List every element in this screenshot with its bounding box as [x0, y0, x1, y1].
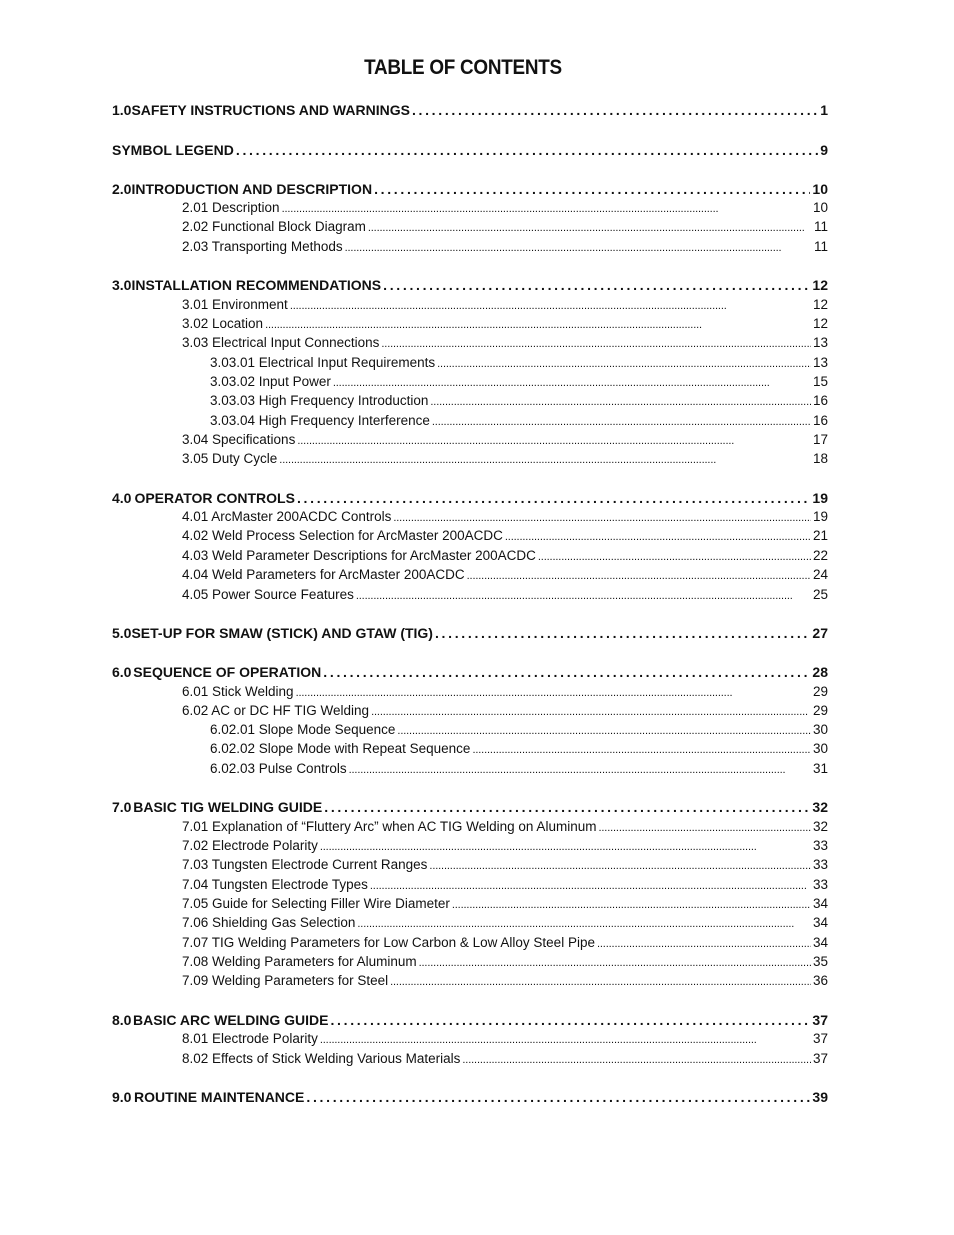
toc-section-entry[interactable] — [112, 490, 828, 509]
toc-entry-number: 6.0 — [112, 664, 132, 680]
toc-entry-label: SAFETY INSTRUCTIONS AND WARNINGS — [131, 102, 410, 118]
toc-entry-label: 3.03.02 Input Power — [210, 374, 331, 389]
dot-leader — [320, 1031, 811, 1046]
toc-entry-label: 6.02.03 Pulse Controls — [210, 761, 347, 776]
toc-page-number: 10 — [812, 200, 828, 215]
toc-page-number: 39 — [812, 1089, 828, 1105]
dot-leader — [357, 915, 811, 930]
toc-entry-number: 9.0 — [112, 1089, 132, 1105]
toc-page-number: 31 — [812, 761, 828, 776]
toc-subsection-entry[interactable] — [182, 935, 828, 954]
toc-page-number: 34 — [812, 935, 828, 950]
dot-leader — [320, 838, 811, 853]
toc-entry-label: 3.03.04 High Frequency Interference — [210, 413, 430, 428]
dot-leader — [452, 896, 811, 911]
toc-page-number: 33 — [812, 838, 828, 853]
toc-entry-label: 4.04 Weld Parameters for ArcMaster 200ACDC — [182, 567, 465, 582]
dot-leader — [374, 181, 810, 197]
toc-subsection-entry[interactable] — [182, 819, 828, 838]
dot-leader — [437, 355, 811, 370]
toc-entry-label: 3.01 Environment — [182, 297, 288, 312]
toc-subsection-entry[interactable] — [182, 684, 828, 703]
toc-subsection-entry[interactable] — [182, 239, 828, 258]
toc-page-number: 9 — [820, 142, 828, 158]
toc-subsection-entry[interactable] — [182, 587, 828, 606]
dot-leader — [371, 703, 811, 718]
toc-entry-label: 7.09 Welding Parameters for Steel — [182, 973, 389, 988]
toc-subsection-entry[interactable] — [182, 877, 828, 896]
toc-subsection-entry[interactable] — [182, 548, 828, 567]
toc-subsubsection-entry[interactable] — [210, 374, 828, 393]
toc-section-entry[interactable] — [112, 799, 828, 818]
toc-entry-label: 3.03 Electrical Input Connections — [182, 335, 380, 350]
toc-entry-number: 3.0 — [112, 277, 132, 293]
dot-leader — [265, 316, 811, 331]
dot-leader — [390, 973, 811, 988]
toc-page-number: 15 — [812, 374, 828, 389]
toc-page-number: 32 — [812, 819, 828, 834]
dot-leader — [290, 297, 811, 312]
toc-page-number: 19 — [812, 490, 828, 506]
toc-page-number: 36 — [812, 973, 828, 988]
toc-entry-label: 7.03 Tungsten Electrode Current Ranges — [182, 857, 428, 872]
dot-leader — [297, 432, 811, 447]
toc-subsection-entry[interactable] — [182, 316, 828, 335]
toc-page-number: 37 — [812, 1031, 828, 1046]
dot-leader — [296, 684, 811, 699]
toc-subsection-entry[interactable] — [182, 509, 828, 528]
toc-entry-label: 7.08 Welding Parameters for Aluminum — [182, 954, 417, 969]
dot-leader — [432, 413, 811, 428]
toc-entry-label: 7.06 Shielding Gas Selection — [182, 915, 356, 930]
toc-subsection-entry[interactable] — [182, 432, 828, 451]
toc-entry-label: 3.03.03 High Frequency Introduction — [210, 393, 429, 408]
dot-leader — [345, 239, 812, 254]
toc-subsubsection-entry[interactable] — [210, 355, 828, 374]
toc-page-number: 12 — [812, 316, 828, 331]
toc-page-number: 33 — [812, 857, 828, 872]
dot-leader — [462, 1051, 811, 1066]
dot-leader — [323, 664, 810, 680]
toc-page-number: 19 — [812, 509, 828, 524]
toc-page-number: 25 — [812, 587, 828, 602]
dot-leader — [279, 451, 811, 466]
toc-entry-label: 4.01 ArcMaster 200ACDC Controls — [182, 509, 392, 524]
toc-entry-label: SET-UP FOR SMAW (STICK) AND GTAW (TIG) — [131, 625, 433, 641]
toc-page-number: 28 — [812, 664, 828, 680]
toc-entry-label: 8.02 Effects of Stick Welding Various Materials — [182, 1051, 461, 1066]
toc-subsection-entry[interactable] — [182, 703, 828, 722]
toc-subsection-entry[interactable] — [182, 915, 828, 934]
toc-subsection-entry[interactable] — [182, 335, 828, 354]
toc-page-number: 30 — [812, 722, 828, 737]
toc-subsection-entry[interactable] — [182, 528, 828, 547]
toc-entry-label: BASIC ARC WELDING GUIDE — [132, 1012, 329, 1028]
toc-entry-label: 6.02 AC or DC HF TIG Welding — [182, 703, 370, 718]
toc-entry-label: 6.02.01 Slope Mode Sequence — [210, 722, 396, 737]
toc-entry-label: 3.02 Location — [182, 316, 264, 331]
toc-page-number: 16 — [812, 413, 828, 428]
dot-leader — [412, 102, 818, 118]
toc-page-number: 11 — [813, 239, 828, 254]
toc-page-number: 34 — [812, 896, 828, 911]
dot-leader — [236, 142, 818, 158]
toc-entry-label: INSTALLATION RECOMMENDATIONS — [131, 277, 382, 293]
toc-entry-label: 3.03.01 Electrical Input Requirements — [210, 355, 436, 370]
toc-entry-number: 5.0 — [112, 625, 132, 641]
dot-leader — [598, 819, 811, 834]
toc-entry-number: 1.0 — [112, 102, 132, 118]
toc-page-number: 37 — [812, 1051, 828, 1066]
toc-subsubsection-entry[interactable] — [210, 741, 828, 760]
toc-page-number: 10 — [812, 181, 828, 197]
toc-subsection-entry[interactable] — [182, 1031, 828, 1050]
toc-subsection-entry[interactable] — [182, 896, 828, 915]
toc-entry-label: 7.01 Explanation of “Fluttery Arc” when AC TIG Welding on Aluminum — [182, 819, 597, 834]
toc-subsection-entry[interactable] — [182, 954, 828, 973]
toc-entry-label: 7.05 Guide for Selecting Filler Wire Diameter — [182, 896, 450, 911]
dot-leader — [381, 335, 811, 350]
toc-entry-label: 7.02 Electrode Polarity — [182, 838, 318, 853]
toc-entry-label: ROUTINE MAINTENANCE — [134, 1089, 305, 1105]
toc-entry-label: SEQUENCE OF OPERATION — [133, 664, 322, 680]
toc-page-number: 27 — [812, 625, 828, 641]
toc-section-entry[interactable] — [112, 102, 828, 121]
toc-entry-label: 4.03 Weld Parameter Descriptions for ArcMaster 200ACDC — [182, 548, 536, 563]
toc-section-entry[interactable] — [112, 1089, 828, 1108]
toc-page-number: 32 — [812, 799, 828, 815]
toc-entry-label: 6.01 Stick Welding — [182, 684, 294, 699]
toc-entry-label: 2.03 Transporting Methods — [182, 239, 343, 254]
toc-entry-number: 2.0 — [112, 181, 132, 197]
toc-page-number: 29 — [812, 684, 828, 699]
dot-leader — [306, 1089, 810, 1105]
toc-subsubsection-entry[interactable] — [210, 761, 828, 780]
toc-subsection-entry[interactable] — [182, 838, 828, 857]
toc-entry-label: 7.07 TIG Welding Parameters for Low Carbon & Low Alloy Steel Pipe — [182, 935, 595, 950]
toc-page-number: 12 — [812, 277, 828, 293]
toc-page-number: 29 — [812, 703, 828, 718]
toc-page-number: 37 — [812, 1012, 828, 1028]
toc-page-number: 22 — [812, 548, 828, 563]
dot-leader — [467, 567, 811, 582]
toc-entry-label: BASIC TIG WELDING GUIDE — [133, 799, 323, 815]
dot-leader — [349, 761, 811, 776]
dot-leader — [430, 393, 811, 408]
toc-entry-number: 8.0 — [112, 1012, 132, 1028]
toc-subsubsection-entry[interactable] — [210, 413, 828, 432]
toc-page-number: 12 — [812, 297, 828, 312]
toc-entry-label: 7.04 Tungsten Electrode Types — [182, 877, 368, 892]
toc-page-number: 34 — [812, 915, 828, 930]
dot-leader — [393, 509, 811, 524]
toc-page-number: 17 — [812, 432, 828, 447]
toc-page-number: 1 — [820, 102, 828, 118]
toc-subsection-entry[interactable] — [182, 973, 828, 992]
toc-page-number: 13 — [812, 335, 828, 350]
toc-subsubsection-entry[interactable] — [210, 393, 828, 412]
page-title: TABLE OF CONTENTS — [364, 56, 562, 79]
toc-page-number: 18 — [812, 451, 828, 466]
toc-subsection-entry[interactable] — [182, 297, 828, 316]
toc-page-number: 13 — [812, 355, 828, 370]
toc-page-number: 11 — [813, 219, 828, 234]
dot-leader — [370, 877, 811, 892]
toc-entry-label: SYMBOL LEGEND — [112, 142, 234, 158]
toc-subsubsection-entry[interactable] — [210, 722, 828, 741]
toc-subsection-entry[interactable] — [182, 451, 828, 470]
toc-entry-label: 4.02 Weld Process Selection for ArcMaster 200ACDC — [182, 528, 503, 543]
toc-entry-label: 3.04 Specifications — [182, 432, 296, 447]
toc-entry-label: 2.02 Functional Block Diagram — [182, 219, 366, 234]
toc-page-number: 16 — [812, 393, 828, 408]
toc-entry-label: 3.05 Duty Cycle — [182, 451, 278, 466]
toc-subsection-entry[interactable] — [182, 200, 828, 219]
dot-leader — [297, 490, 810, 506]
toc-page-number: 24 — [812, 567, 828, 582]
dot-leader — [505, 528, 811, 543]
toc-page-number: 33 — [812, 877, 828, 892]
toc-entry-label: 8.01 Electrode Polarity — [182, 1031, 318, 1046]
dot-leader — [597, 935, 811, 950]
toc-section-entry[interactable] — [112, 664, 828, 683]
dot-leader — [356, 587, 811, 602]
toc-entry-number: 4.0 — [112, 490, 132, 506]
dot-leader — [538, 548, 811, 563]
toc-entry-label: INTRODUCTION AND DESCRIPTION — [131, 181, 373, 197]
dot-leader — [333, 374, 811, 389]
toc-entry-label: 2.01 Description — [182, 200, 280, 215]
dot-leader — [419, 954, 811, 969]
dot-leader — [330, 1012, 810, 1028]
toc-entry-label: OPERATOR CONTROLS — [134, 490, 295, 506]
toc-subsection-entry[interactable] — [182, 1051, 828, 1070]
dot-leader — [324, 799, 810, 815]
dot-leader — [435, 625, 810, 641]
toc-section-entry[interactable] — [112, 142, 828, 161]
toc-page-number: 30 — [812, 741, 828, 756]
toc-section-entry[interactable] — [112, 277, 828, 296]
toc-entry-number: 7.0 — [112, 799, 132, 815]
dot-leader — [472, 741, 811, 756]
toc-section-entry[interactable] — [112, 181, 828, 200]
toc-section-entry[interactable] — [112, 1012, 828, 1031]
toc-subsection-entry[interactable] — [182, 219, 828, 238]
dot-leader — [429, 857, 811, 872]
dot-leader — [383, 277, 810, 293]
dot-leader — [397, 722, 811, 737]
toc-section-entry[interactable] — [112, 625, 828, 644]
toc-page-number: 35 — [812, 954, 828, 969]
toc-subsection-entry[interactable] — [182, 567, 828, 586]
dot-leader — [282, 200, 811, 215]
toc-page-number: 21 — [812, 528, 828, 543]
toc-entry-label: 6.02.02 Slope Mode with Repeat Sequence — [210, 741, 471, 756]
toc-entry-label: 4.05 Power Source Features — [182, 587, 354, 602]
dot-leader — [368, 219, 812, 234]
toc-subsection-entry[interactable] — [182, 857, 828, 876]
